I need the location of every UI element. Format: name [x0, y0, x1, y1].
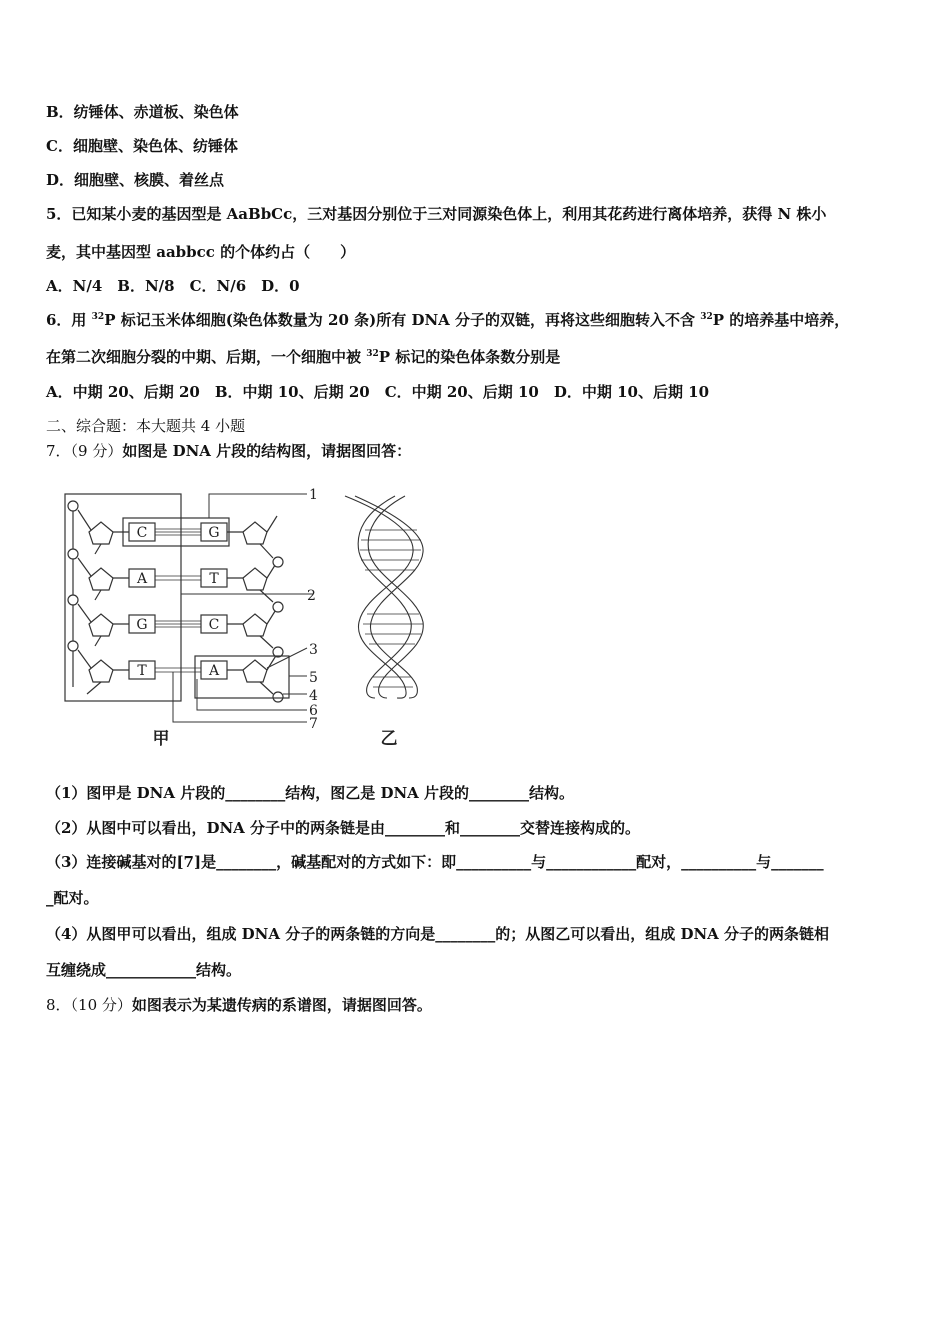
left-nucleotides — [68, 501, 129, 694]
option-b-prev: B．纺锤体、赤道板、染色体 — [46, 103, 239, 121]
base-right-2: T — [209, 571, 219, 587]
question-7-sub4-line1: （4）从图甲可以看出，组成 DNA 分子的两条链的方向是________的；从图乙可以看出，组成 DNA 分子的两条链相 — [46, 925, 830, 943]
q6-num: 6．用 — [46, 311, 92, 329]
figure-label-5: 5 — [309, 670, 318, 686]
base-right-4: A — [208, 663, 220, 679]
option-c-prev: C．细胞壁、染色体、纺锤体 — [46, 137, 238, 155]
q6-line2a: 在第二次细胞分裂的中期、后期，一个细胞中被 — [46, 348, 367, 366]
section-2-heading: 二、综合题：本大题共 4 小题 — [46, 417, 246, 435]
q6-line2b: P 标记的染色体条数分别是 — [378, 348, 561, 366]
figure-label-2: 2 — [307, 588, 316, 604]
question-8-stem — [46, 995, 432, 1015]
base-left-1: C — [136, 525, 148, 541]
question-5-options: A．N/4 B．N/8 C．N/6 D．0 — [46, 277, 300, 295]
question-7-sub3-line1: （3）连接碱基对的[7]是________，碱基配对的方式如下：即__________与____________配对，__________与_______ — [46, 853, 824, 871]
q7-score: （9 分） — [70, 442, 123, 460]
q6-part1: P 标记玉米体细胞(染色体数量为 20 条)所有 DNA 分子的双链，再将这些细胞转入不含 — [104, 311, 701, 329]
base-right-1: G — [208, 525, 220, 541]
dna-structure-figure — [55, 482, 455, 757]
q6-sup2: 32 — [700, 312, 713, 322]
figure-label-6: 6 — [309, 703, 318, 719]
question-6-line1 — [46, 310, 849, 330]
question-7-stem — [46, 441, 411, 461]
base-left-4: T — [137, 663, 147, 679]
q7-num: 7． — [46, 442, 71, 460]
caption-jia: 甲 — [152, 729, 170, 749]
question-6-line2 — [46, 347, 560, 367]
base-right-3: C — [208, 617, 220, 633]
right-nucleotides — [227, 516, 283, 702]
base-left-3: G — [136, 617, 148, 633]
q6-sup3: 32 — [366, 349, 379, 359]
q8-stem-text: 如图表示为某遗传病的系谱图，请据图回答。 — [131, 996, 432, 1014]
base-left-2: A — [136, 571, 148, 587]
caption-yi: 乙 — [380, 729, 398, 749]
q8-score: （10 分） — [70, 996, 132, 1014]
q6-sup1: 32 — [91, 312, 105, 322]
q7-stem-text: 如图是 DNA 片段的结构图，请据图回答： — [122, 442, 412, 460]
question-5-line2: 麦，其中基因型 aabbcc 的个体约占（ ） — [46, 243, 356, 261]
q6-part2: P 的培养基中培养， — [712, 311, 850, 329]
q8-num: 8． — [46, 996, 71, 1014]
figure-label-1: 1 — [309, 487, 318, 503]
question-7-sub4-line2: 互缠绕成____________结构。 — [46, 961, 242, 979]
hydrogen-bonds — [155, 529, 201, 672]
figure-label-7: 7 — [309, 716, 318, 732]
leader-lines — [173, 494, 313, 722]
question-7-sub3-line2: _配对。 — [46, 889, 99, 907]
figure-label-3: 3 — [309, 642, 318, 658]
option-d-prev: D．细胞壁、核膜、着丝点 — [46, 171, 225, 189]
question-5-line1: 5．已知某小麦的基因型是 AaBbCc，三对基因分别位于三对同源染色体上，利用其花药进行离体培养，获得 N 株小 — [46, 205, 827, 223]
question-7-sub2: （2）从图中可以看出，DNA 分子中的两条链是由________和________交替连接构成的。 — [46, 819, 641, 837]
figure-label-4: 4 — [309, 688, 318, 704]
question-7-sub1: （1）图甲是 DNA 片段的________结构，图乙是 DNA 片段的________结构。 — [46, 784, 575, 802]
double-helix — [345, 496, 423, 698]
question-6-options: A．中期 20、后期 20 B．中期 10、后期 20 C．中期 20、后期 10 D．中期 10、后期 10 — [46, 383, 710, 401]
